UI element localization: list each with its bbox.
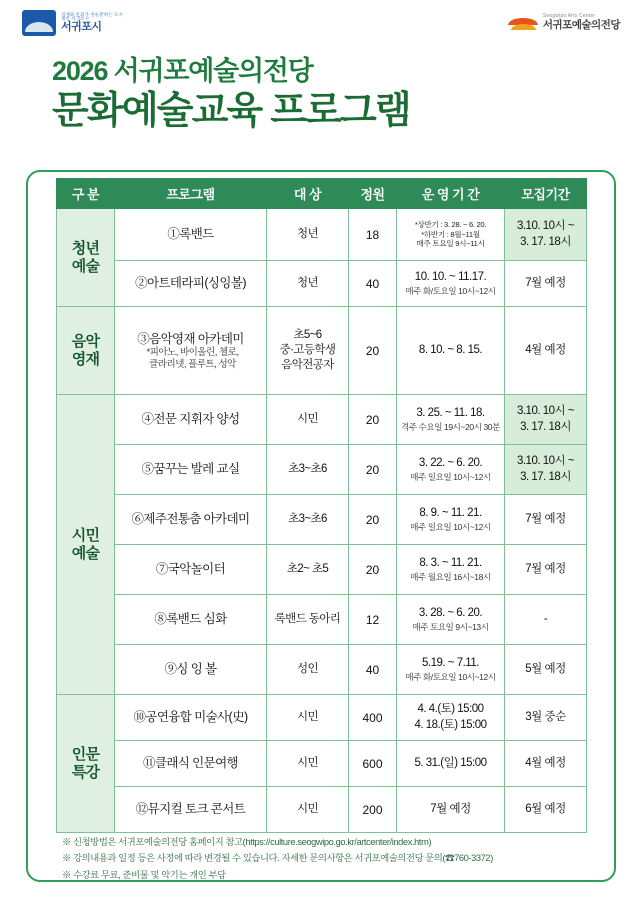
apply-period-cell: 5월 예정 [505,645,587,695]
period-cell: 8. 3. ~ 11. 21. 매주 월요일 16시~18시 [397,545,505,595]
program-name-cell: ⑩공연융합 미술사(史) [115,695,267,741]
capacity-cell: 600 [349,741,397,787]
table-row [57,545,587,595]
program-name-cell: ⑤꿈꾸는 발레 교실 [115,445,267,495]
capacity-cell: 18 [349,209,397,261]
header-period: 운 영 기 간 [397,179,505,209]
category-cell: 음악 영재 [57,307,115,395]
category-cell: 청년 예술 [57,209,115,307]
target-cell: 초3~초6 [267,445,349,495]
page-title [0,54,642,135]
period-cell: 10. 10. ~ 11.17. 매주 화/토요일 10시~12시 [397,261,505,307]
title-line-2: 문화예술교육 프로그램 [52,90,410,133]
period-cell: *상반기 : 3. 28. ~ 6. 20. *하반기 : 8월~11월 매주 토요일 9시~11시 [397,209,505,261]
capacity-cell: 20 [349,495,397,545]
capacity-cell: 400 [349,695,397,741]
program-table [56,178,587,833]
apply-period-cell: 3.10. 10시 ~ 3. 17. 18시 [505,395,587,445]
capacity-cell: 20 [349,445,397,495]
target-cell: 시민 [267,787,349,833]
capacity-cell: 12 [349,595,397,645]
target-cell: 성인 [267,645,349,695]
period-cell: 5. 31.(일) 15:00 [397,741,505,787]
target-cell: 시민 [267,695,349,741]
arts-center-emblem-icon [508,12,538,34]
table-row [57,787,587,833]
program-name-cell: ⑨싱 잉 볼 [115,645,267,695]
period-cell: 5.19. ~ 7.11. 매주 화/토요일 10시~12시 [397,645,505,695]
period-cell: 7월 예정 [397,787,505,833]
table-row [57,645,587,695]
city-emblem-icon [22,10,56,36]
city-logo-line2: 제주 서귀포시 [61,16,90,22]
period-cell: 8. 9. ~ 11. 21. 매주 일요일 10시~12시 [397,495,505,545]
footnote-line: ※ 신청방법은 서귀포예술의전당 홈페이지 참고(https://culture.seogwipo.go.kr/artcenter/index.htm) [62,837,432,847]
header-program: 프로그램 [115,179,267,209]
table-row [57,495,587,545]
apply-period-cell: 3월 중순 [505,695,587,741]
target-cell: 시민 [267,741,349,787]
arts-center-logo-line1: Seogwipo Arts Center [542,13,596,20]
capacity-cell: 20 [349,307,397,395]
title-line-1: 2026 서귀포예술의전당 [52,56,313,86]
table-row [57,445,587,495]
target-cell: 청년 [267,261,349,307]
apply-period-cell: 7월 예정 [505,261,587,307]
table-row [57,595,587,645]
program-name-cell: ④전문 지휘자 양성 [115,395,267,445]
program-name-cell: ①록밴드 [115,209,267,261]
table-row [57,395,587,445]
category-cell: 인문 특강 [57,695,115,833]
period-cell: 3. 25. ~ 11. 18. 격주 수요일 19시~20시 30분 [397,395,505,445]
apply-period-cell: 3.10. 10시 ~ 3. 17. 18시 [505,209,587,261]
program-name-cell: ⑦국악놀이터 [115,545,267,595]
apply-period-cell: 4월 예정 [505,741,587,787]
period-cell: 3. 22. ~ 6. 20. 매주 일요일 10시~12시 [397,445,505,495]
capacity-cell: 40 [349,261,397,307]
city-logo-name: 서귀포시 [61,20,102,33]
table-row [57,741,587,787]
table-body [57,209,587,833]
apply-period-cell: 7월 예정 [505,545,587,595]
seogwipo-city-logo [22,10,123,36]
period-cell: 4. 4.(토) 15:00 4. 18.(토) 15:00 [397,695,505,741]
apply-period-cell: 4월 예정 [505,307,587,395]
apply-period-cell: 7월 예정 [505,495,587,545]
target-cell: 초2~ 초5 [267,545,349,595]
table-row [57,261,587,307]
target-cell: 초5~6 중·고등학생 음악전공자 [267,307,349,395]
top-logo-bar [0,0,642,54]
footnote-line: ※ 수강료 무료, 준비물 및 악기는 개인 부담 [62,869,226,880]
capacity-cell: 200 [349,787,397,833]
capacity-cell: 20 [349,395,397,445]
table-row [57,307,587,395]
target-cell: 록밴드 동아리 [267,595,349,645]
capacity-cell: 20 [349,545,397,595]
program-name-cell: ⑫뮤지컬 토크 콘서트 [115,787,267,833]
footnote-line: ※ 강의내용과 일정 등은 사정에 따라 변경될 수 있습니다. 자세한 문의사항은 서귀포예술의전당 문의(☎760-3372) [62,853,493,864]
footnotes [62,834,582,883]
program-name-cell: ⑧록밴드 심화 [115,595,267,645]
arts-center-logo-name: 서귀포예술의전당 [542,18,620,31]
apply-period-cell: 3.10. 10시 ~ 3. 17. 18시 [505,445,587,495]
target-cell: 시민 [267,395,349,445]
period-cell: 3. 28. ~ 6. 20. 매주 토요일 9시~13시 [397,595,505,645]
period-cell: 8. 10. ~ 8. 15. [397,307,505,395]
program-name-cell: ⑪클래식 인문여행 [115,741,267,787]
program-name-cell: ②아트테라피(싱잉볼) [115,261,267,307]
header-apply: 모집기간 [505,179,587,209]
target-cell: 청년 [267,209,349,261]
table-row [57,695,587,741]
header-capacity: 정원 [349,179,397,209]
capacity-cell: 40 [349,645,397,695]
city-logo-line1: 경제와 문화가 선순환하는 도시 [61,11,123,17]
program-name-cell: ③음악영재 아카데미 *피아노, 바이올린, 첼로, 클라리넷, 플루트, 성악 [115,307,267,395]
apply-period-cell: - [505,595,587,645]
arts-center-logo [508,12,620,34]
target-cell: 초3~초6 [267,495,349,545]
apply-period-cell: 6월 예정 [505,787,587,833]
header-category: 구 분 [57,179,115,209]
program-name-cell: ⑥제주전통춤 아카데미 [115,495,267,545]
table-header-row [57,179,587,209]
table-row [57,209,587,261]
header-target: 대 상 [267,179,349,209]
category-cell: 시민 예술 [57,395,115,695]
